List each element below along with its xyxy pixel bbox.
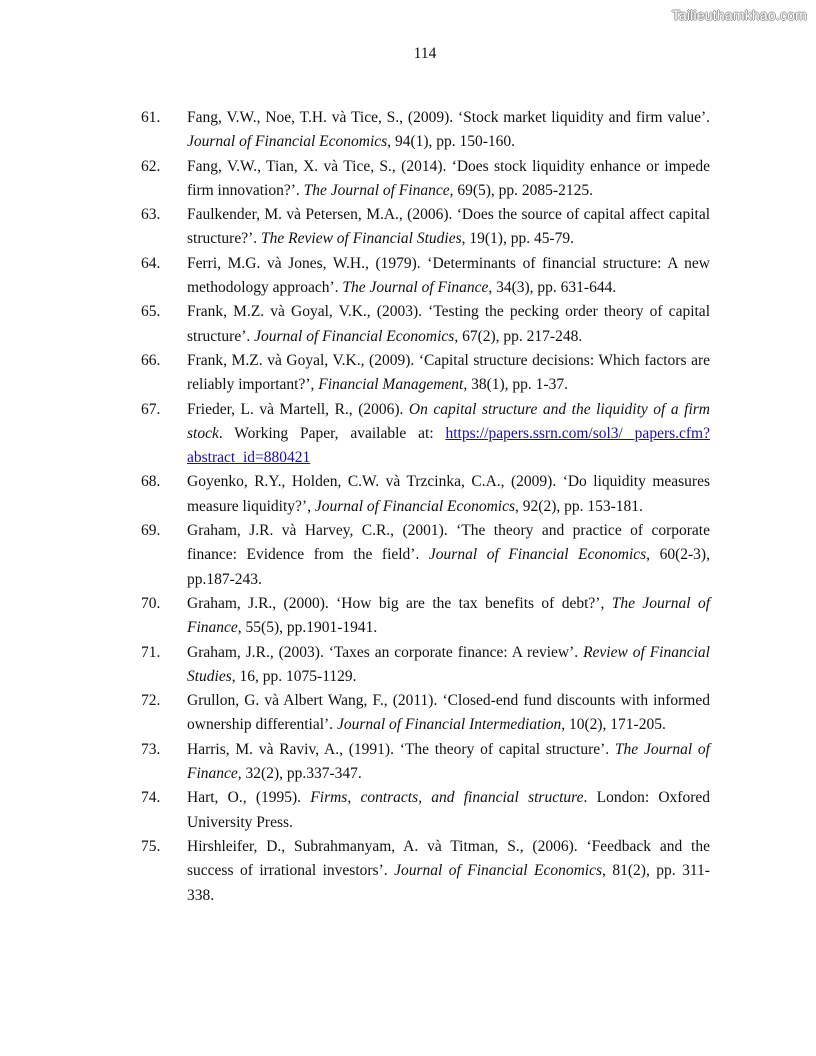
reference-text	[187, 738, 710, 787]
reference-text-segment: . Working Paper, available at:	[218, 424, 446, 442]
reference-text	[187, 155, 710, 204]
reference-text-segment: , 94(1), pp. 150-160.	[387, 133, 516, 151]
reference-text-segment: Fang, V.W., Noe, T.H. và Tice, S., (2009). ‘Stock market liquidity and firm value’.	[187, 109, 710, 126]
reference-number: 61.	[141, 109, 161, 126]
reference-text	[187, 519, 710, 592]
reference-number: 65.	[141, 303, 161, 321]
reference-title-italic: Journal of Financial Economics	[314, 497, 516, 515]
reference-text	[187, 203, 710, 252]
reference-item	[141, 470, 710, 519]
reference-text-segment: Hirshleifer, D., Subrahmanyam, A. và Titman, S., (2006). ‘Feedback and the success of irrational investors’.	[187, 837, 710, 880]
reference-item	[141, 835, 710, 908]
reference-item	[141, 300, 710, 349]
reference-text	[187, 349, 710, 398]
reference-number: 72.	[141, 692, 161, 710]
reference-number: 67.	[141, 400, 161, 418]
reference-title-italic: Financial Management	[318, 376, 464, 394]
reference-item	[141, 155, 710, 204]
reference-title-italic: The Journal of Finance	[342, 279, 489, 297]
reference-text-segment: , 38(1), pp. 1-37.	[463, 376, 568, 394]
reference-title-italic: Journal of Financial Economics	[394, 862, 603, 880]
reference-item	[141, 106, 710, 155]
reference-text-segment: , 34(3), pp. 631-644.	[488, 279, 617, 297]
reference-text	[187, 835, 710, 908]
reference-text	[187, 106, 710, 155]
reference-title-italic: The Journal of Finance	[187, 594, 710, 637]
reference-text-segment: , 55(5), pp.1901-1941.	[237, 619, 378, 637]
reference-number: 64.	[141, 254, 161, 272]
reference-title-italic: On capital structure and the liquidity of a firm stock	[187, 400, 710, 442]
reference-text-segment: Grullon, G. và Albert Wang, F., (2011). ‘Closed-end fund discounts with informed ownership differential’.	[187, 692, 710, 734]
reference-text-segment: , 32(2), pp.337-347.	[237, 765, 362, 783]
reference-text-segment: Fang, V.W., Tian, X. và Tice, S., (2014). ‘Does stock liquidity enhance or impede firm innovation?’.	[187, 157, 710, 199]
reference-text-segment: Hart, O., (1995).	[187, 789, 311, 807]
reference-number: 75.	[141, 837, 161, 855]
reference-number: 70.	[141, 594, 161, 612]
reference-title-italic: The Journal of Finance	[187, 740, 710, 783]
reference-text-segment: Frieder, L. và Martell, R., (2006).	[187, 400, 409, 418]
reference-text-segment: , 60(2-3), pp.187-243.	[187, 546, 710, 588]
reference-number: 63.	[141, 206, 161, 224]
reference-text-segment: Graham, J.R., (2000). ‘How big are the tax benefits of debt?’,	[187, 594, 612, 612]
reference-item	[141, 252, 710, 301]
reference-item	[141, 786, 710, 835]
page-number: 114	[413, 45, 437, 62]
reference-text	[187, 689, 710, 738]
reference-text-segment: Graham, J.R. và Harvey, C.R., (2001). ‘The theory and practice of corporate finance: Evidence from the field’.	[187, 522, 710, 564]
reference-item	[141, 641, 710, 690]
reference-text-segment: , 69(5), pp. 2085-2125.	[449, 181, 593, 199]
reference-text	[187, 398, 710, 471]
reference-number: 68.	[141, 473, 161, 491]
reference-title-italic: Journal of Financial Economics	[428, 546, 647, 564]
reference-title-italic: The Journal of Finance	[303, 181, 450, 199]
reference-item	[141, 738, 710, 787]
reference-text-segment: Frank, M.Z. và Goyal, V.K., (2009). ‘Capital structure decisions: Which factors are reliably important?’,	[187, 351, 710, 394]
reference-item	[141, 398, 710, 471]
reference-number: 66.	[141, 351, 161, 369]
reference-title-italic: Review of Financial Studies	[187, 643, 710, 685]
reference-number: 71.	[141, 643, 161, 661]
reference-text-segment: Faulkender, M. và Petersen, M.A., (2006). ‘Does the source of capital affect capital structure?’.	[187, 206, 710, 248]
reference-text-segment: , 10(2), 171-205.	[561, 716, 666, 734]
reference-text-segment: , 67(2), pp. 217-248.	[454, 327, 583, 345]
reference-text	[187, 592, 710, 641]
reference-title-italic: Journal of Financial Economics	[187, 133, 388, 151]
reference-item	[141, 349, 710, 398]
reference-item	[141, 592, 710, 641]
reference-text-segment: Frank, M.Z. và Goyal, V.K., (2003). ‘Testing the pecking order theory of capital structure’.	[187, 303, 710, 345]
reference-item	[141, 519, 710, 592]
reference-title-italic: Firms, contracts, and financial structure	[310, 789, 584, 807]
reference-title-italic: Journal of Financial Intermediation	[336, 716, 562, 734]
reference-text	[187, 470, 710, 519]
watermark: Tailieuthamkhao.com	[671, 7, 807, 23]
reference-text-segment: , 92(2), pp. 153-181.	[515, 497, 643, 515]
reference-text	[187, 300, 710, 349]
reference-text-segment: Ferri, M.G. và Jones, W.H., (1979). ‘Determinants of financial structure: A new methodology approach’.	[187, 254, 710, 297]
reference-item	[141, 689, 710, 738]
reference-item	[141, 203, 710, 252]
reference-title-italic: Journal of Financial Economics	[254, 327, 455, 345]
reference-text	[187, 641, 710, 690]
reference-list	[141, 106, 710, 908]
reference-text-segment: Harris, M. và Raviv, A., (1991). ‘The theory of capital structure’.	[187, 740, 615, 758]
reference-text-segment: , 81(2), pp. 311-338.	[187, 862, 710, 904]
reference-number: 74.	[141, 789, 161, 807]
reference-text-segment: . London: Oxfored University Press.	[187, 789, 711, 831]
reference-text-segment: , 19(1), pp. 45-79.	[461, 230, 575, 248]
reference-number: 69.	[141, 522, 161, 540]
reference-title-italic: The Review of Financial Studies	[261, 230, 462, 248]
reference-number: 73.	[141, 740, 161, 758]
reference-text	[187, 252, 710, 301]
reference-text	[187, 786, 710, 835]
reference-link[interactable]: https://papers.ssrn.com/sol3/ papers.cfm?abstract_id=880421	[187, 424, 710, 467]
reference-text-segment: Goyenko, R.Y., Holden, C.W. và Trzcinka, C.A., (2009). ‘Do liquidity measures measure liquidity?’,	[187, 473, 710, 515]
reference-text-segment: , 16, pp. 1075-1129.	[231, 667, 357, 685]
reference-text-segment: Graham, J.R., (2003). ‘Taxes an corporate finance: A review’.	[187, 643, 584, 661]
reference-number: 62.	[141, 157, 161, 175]
